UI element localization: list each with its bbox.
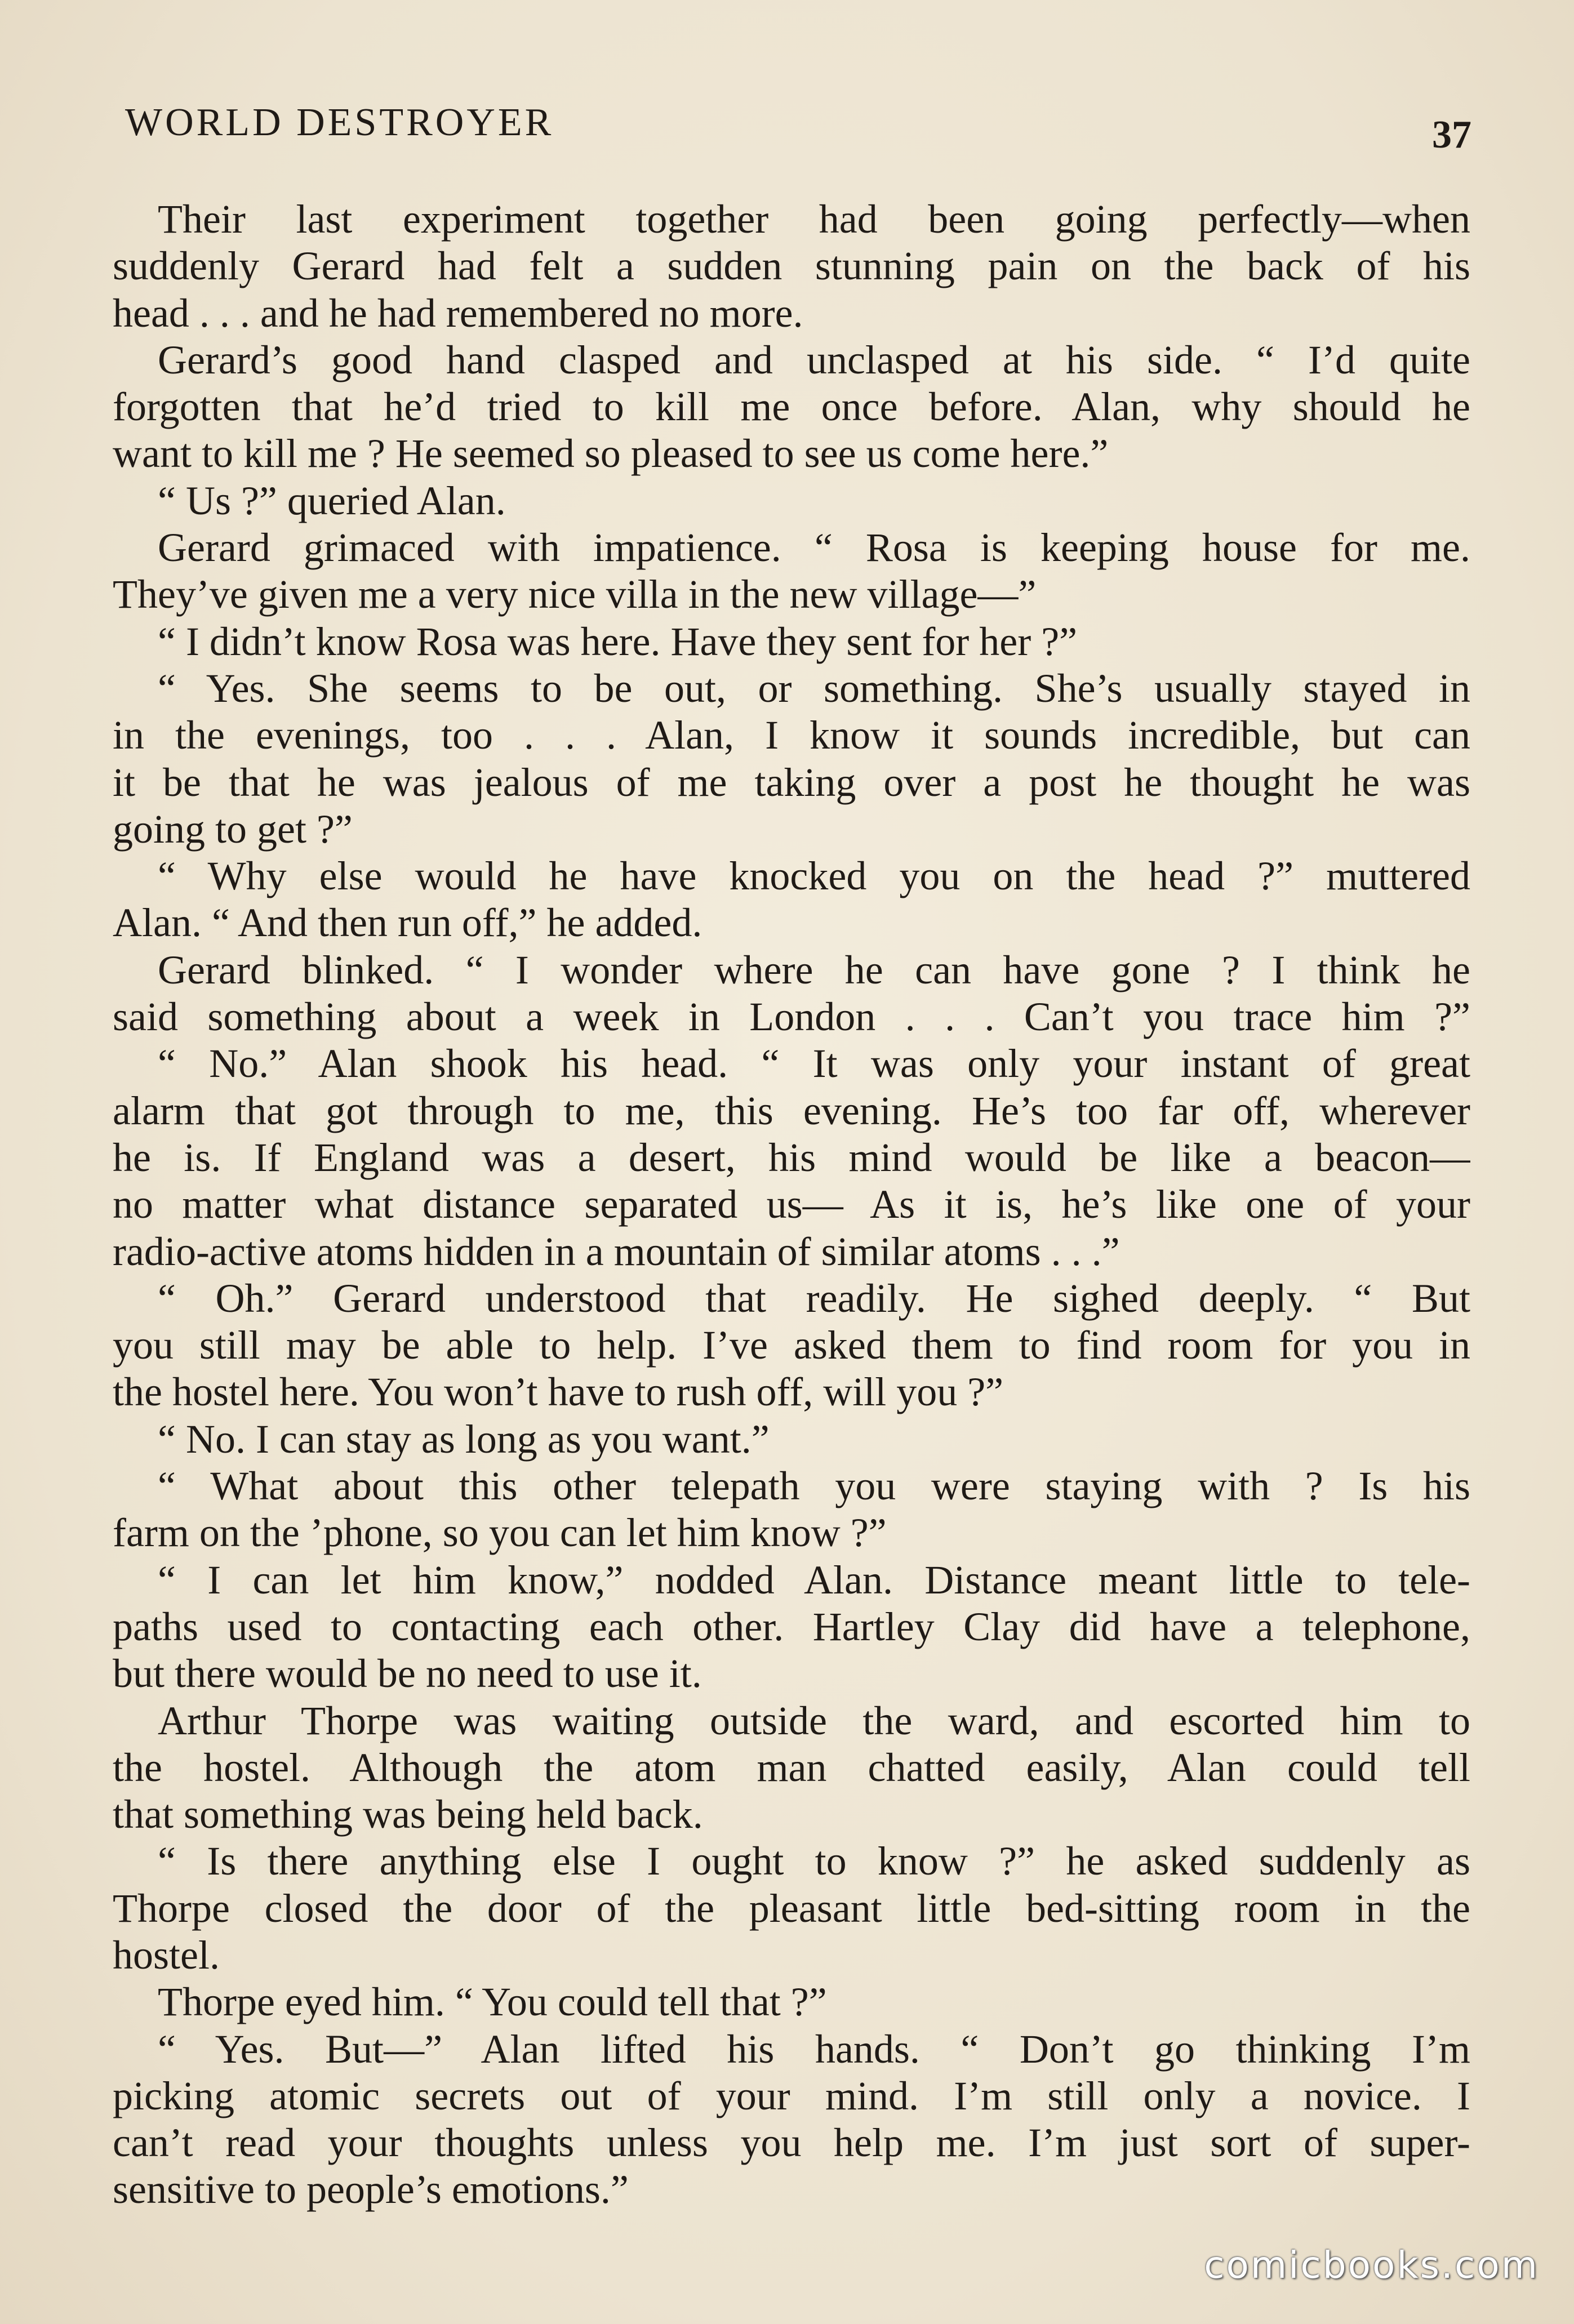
text-line: “ Why else would he have knocked you on the head ?” muttered: [158, 853, 1470, 899]
text-line: Thorpe eyed him. “ You could tell that ?”: [158, 1979, 827, 2025]
text-line: it be that he was jealous of me taking over a post he thought he was: [113, 759, 1470, 805]
page-header: [125, 95, 1471, 162]
text-line: hostel.: [113, 1932, 220, 1978]
text-line: “ Us ?” queried Alan.: [158, 478, 506, 523]
text-line: suddenly Gerard had felt a sudden stunning pain on the back of his: [113, 243, 1470, 289]
text-line: going to get ?”: [113, 806, 353, 852]
text-line: can’t read your thoughts unless you help me. I’m just sort of super-: [113, 2120, 1470, 2166]
text-line: radio-active atoms hidden in a mountain of similar atoms . . .”: [113, 1228, 1120, 1274]
text-line: that something was being held back.: [113, 1792, 703, 1837]
text-line: he is. If England was a desert, his mind would be like a beacon—: [113, 1134, 1470, 1180]
text-line: Alan. “ And then run off,” he added.: [113, 900, 702, 946]
text-line: “ No. I can stay as long as you want.”: [158, 1416, 770, 1462]
text-line: head . . . and he had remembered no more.: [113, 290, 803, 336]
text-line: They’ve given me a very nice villa in the new village—”: [113, 572, 1037, 617]
page-number: 37: [1432, 113, 1471, 157]
text-line: picking atomic secrets out of your mind. I’m still only a novice. I: [113, 2073, 1470, 2118]
text-line: but there would be no need to use it.: [113, 1651, 702, 1697]
text-line: “ Yes. She seems to be out, or something. She’s usually stayed in: [158, 665, 1470, 711]
text-line: Gerard’s good hand clasped and unclasped at his side. “ I’d quite: [158, 337, 1470, 382]
text-line: the hostel here. You won’t have to rush off, will you ?”: [113, 1369, 1004, 1415]
text-line: paths used to contacting each other. Hartley Clay did have a telephone,: [113, 1604, 1470, 1649]
text-line: in the evenings, too . . . Alan, I know it sounds incredible, but can: [113, 713, 1470, 758]
body-text: [113, 196, 1470, 2214]
text-line: forgotten that he’d tried to kill me once before. Alan, why should he: [113, 384, 1470, 430]
text-line: “ Is there anything else I ought to know ?” he asked suddenly as: [158, 1838, 1470, 1884]
text-line: sensitive to people’s emotions.”: [113, 2167, 629, 2212]
text-line: “ I didn’t know Rosa was here. Have they sent for her ?”: [158, 618, 1078, 664]
text-line: Gerard grimaced with impatience. “ Rosa is keeping house for me.: [158, 525, 1470, 571]
text-line: Thorpe closed the door of the pleasant little bed-sitting room in the: [113, 1885, 1470, 1931]
text-line: the hostel. Although the atom man chatted easily, Alan could tell: [113, 1744, 1470, 1790]
text-line: farm on the ’phone, so you can let him know ?”: [113, 1510, 887, 1556]
text-line: Arthur Thorpe was waiting outside the ward, and escorted him to: [158, 1698, 1470, 1743]
text-line: said something about a week in London . . . Can’t you trace him ?”: [113, 994, 1470, 1040]
watermark: comicbooks.com: [1204, 2243, 1539, 2287]
text-line: want to kill me ? He seemed so pleased to see us come here.”: [113, 431, 1109, 477]
text-line: no matter what distance separated us— As it is, he’s like one of your: [113, 1182, 1470, 1227]
text-line: “ Oh.” Gerard understood that readily. He sighed deeply. “ But: [158, 1275, 1470, 1321]
text-line: “ I can let him know,” nodded Alan. Distance meant little to tele-: [158, 1557, 1470, 1602]
text-line: alarm that got through to me, this evening. He’s too far off, wherever: [113, 1088, 1470, 1133]
text-line: “ What about this other telepath you were staying with ? Is his: [158, 1463, 1470, 1509]
running-head: WORLD DESTROYER: [125, 101, 554, 144]
text-line: Their last experiment together had been going perfectly—when: [158, 197, 1470, 242]
text-line: “ No.” Alan shook his head. “ It was only your instant of great: [158, 1041, 1470, 1087]
text-line: “ Yes. But—” Alan lifted his hands. “ Don’t go thinking I’m: [158, 2026, 1470, 2072]
text-line: you still may be able to help. I’ve asked them to find room for you in: [113, 1323, 1470, 1368]
text-line: Gerard blinked. “ I wonder where he can have gone ? I think he: [158, 947, 1470, 992]
